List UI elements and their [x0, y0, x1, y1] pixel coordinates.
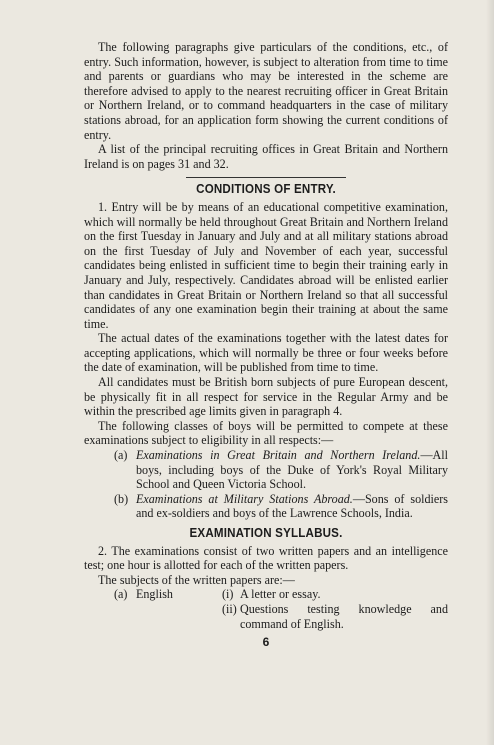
class-item-b: [114, 492, 448, 521]
class-item-title: Examinations at Military Stations Abroad.: [136, 491, 353, 506]
intro-paragraph-1: The following paragraphs give particulars of the conditions, etc., of entry. Such information, however, is subject to alteration from time to time and parents or guardians who may be interested in the scheme are therefore advised to apply to the nearest recruiting officer in Great Britain or Northern Ireland, or to command headquarters in the case of military stations abroad, for an application form showing the current conditions of entry.: [84, 40, 448, 142]
class-item-title: Examinations in Great Britain and Northern Ireland.: [136, 448, 421, 463]
conditions-paragraph-1: 1. Entry will be by means of an educational competitive examination, which will normally be held throughout Great Britain and Northern Ireland on the first Tuesday in January and July and at all military stations abroad on the first Tuesday of July and November of each year, successful candidates being enlisted in sufficient time to begin their training early in January and July, respectively. Candidates abroad will be enlisted earlier than candidates in Great Britain or Northern Ireland so that all successful candidates of any one examination begin their training at about the same time.: [84, 199, 448, 331]
syllabus-paragraph-1: 2. The examinations consist of two written papers and an intelligence test; one hour is allotted for each of the written papers.: [84, 543, 448, 573]
subject-part: [222, 587, 448, 602]
class-item-mark: (a): [114, 448, 128, 463]
syllabus-heading: EXAMINATION SYLLABUS.: [189, 526, 343, 540]
subject-part-text: A letter or essay.: [240, 587, 321, 602]
subject-name: English: [136, 587, 173, 602]
section-divider: [186, 177, 346, 178]
subject-parts: [222, 587, 448, 631]
subject-part-text: Questions testing knowledge and command of English.: [240, 601, 448, 631]
conditions-paragraph-4: The following classes of boys will be permitted to compete at these examinations subject to eligibility in all respects:—: [84, 418, 448, 448]
subject-english: [114, 587, 222, 631]
class-item-text: —All boys, including boys of the Duke of York's Royal Military School and Queen Victoria School.: [136, 448, 448, 492]
subject-part: [222, 602, 448, 631]
subject-mark: (a): [114, 587, 128, 602]
page-number: 6: [262, 635, 270, 650]
conditions-paragraph-3: All candidates must be British born subjects of pure European descent, be physically fit in all respect for service in the Regular Army and be within the prescribed age limits given in paragraph 4.: [84, 375, 448, 419]
intro-paragraph-2: A list of the principal recruiting offices in Great Britain and Northern Ireland is on pages 31 and 32.: [84, 142, 448, 171]
conditions-paragraph-2: The actual dates of the examinations together with the latest dates for accepting applications, which will normally be three or four weeks before the date of examination, will be published from time to time.: [84, 331, 448, 375]
class-item-text: —Sons of soldiers and ex-soldiers and boys of the Lawrence Schools, India.: [136, 491, 448, 521]
conditions-heading: CONDITIONS OF ENTRY.: [196, 182, 336, 197]
subjects-list: [114, 587, 448, 631]
syllabus-paragraph-2: The subjects of the written papers are:—: [98, 572, 295, 587]
subject-part-mark: (i): [222, 587, 234, 602]
class-item-mark: (b): [114, 491, 129, 506]
class-item-a: [114, 448, 448, 492]
subject-part-mark: (ii): [222, 601, 237, 616]
